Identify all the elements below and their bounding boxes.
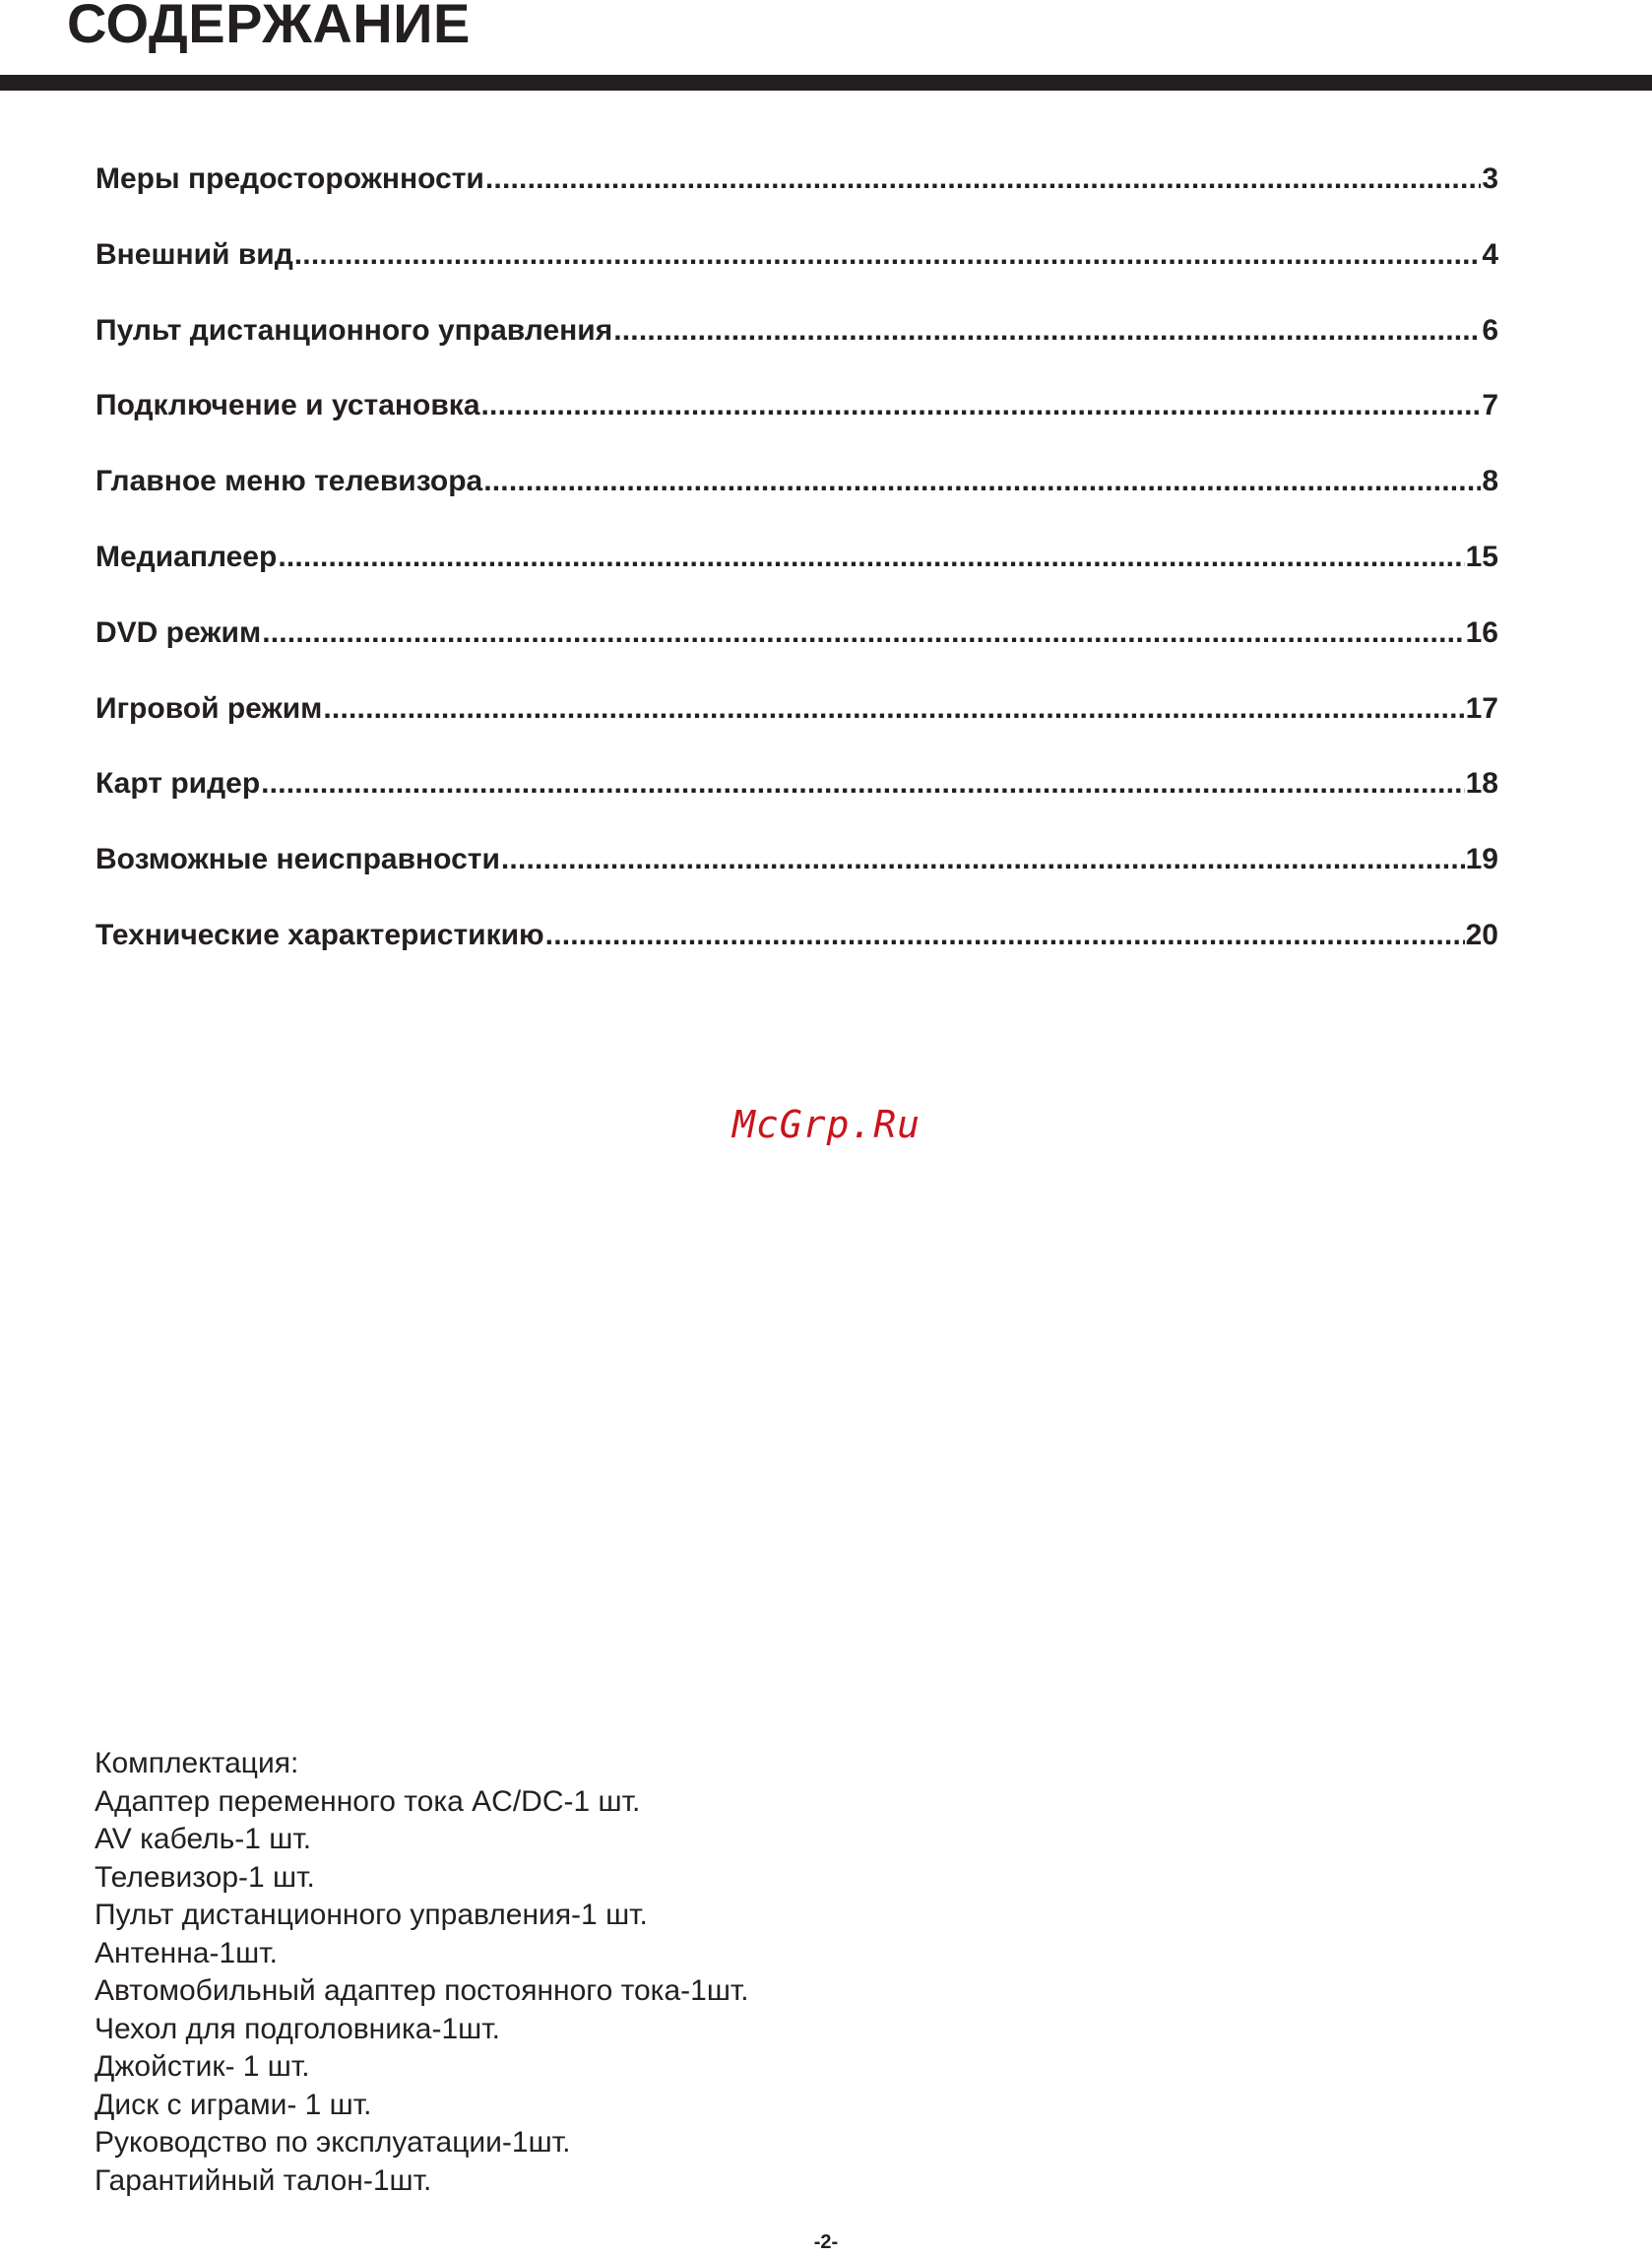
package-item: Антенна-1шт. [95,1936,278,1969]
package-item: Адаптер переменного тока AC/DC-1 шт. [95,1784,641,1818]
toc-entry-media-player[interactable] [95,534,1498,610]
toc-entry-page: 20 [1465,918,1498,951]
toc-entry-label: Медиаплеер [95,540,278,573]
table-of-contents [95,156,1498,988]
toc-dot-leader [323,685,1464,733]
toc-entry-page: 3 [1482,162,1498,195]
package-item: Пульт дистанционного управления-1 шт. [95,1899,648,1931]
toc-entry-label: Внешний вид [95,237,293,271]
toc-dot-leader [262,610,1464,657]
toc-dot-leader [294,231,1482,279]
toc-entry-connection[interactable] [95,382,1498,458]
toc-entry-label: Главное меню телевизора [95,465,483,498]
watermark: McGrp.Ru [732,1103,921,1146]
toc-entry-page: 8 [1482,465,1498,498]
toc-entry-safety[interactable] [95,156,1498,231]
toc-entry-specifications[interactable] [95,912,1498,988]
toc-entry-page: 19 [1465,843,1498,876]
toc-entry-main-menu[interactable] [95,458,1498,534]
package-contents [95,1745,749,2200]
package-contents-heading: Комплектация: [95,1747,299,1779]
page-number: -2- [813,2231,839,2253]
toc-entry-appearance[interactable] [95,231,1498,307]
toc-dot-leader [613,307,1481,355]
toc-entry-label: Карт ридер [95,767,261,801]
toc-entry-remote-control[interactable] [95,307,1498,383]
toc-entry-page: 17 [1465,691,1498,725]
toc-entry-label: Игровой режим [95,691,323,725]
toc-dot-leader [545,912,1465,959]
toc-dot-leader [501,836,1465,883]
package-item: Диск с играми- 1 шт. [95,2088,372,2121]
toc-entry-label: Технические характеристикию [95,918,544,951]
package-item: Руководство по эксплуатации-1шт. [95,2126,571,2159]
toc-entry-page: 15 [1465,540,1498,573]
toc-entry-card-reader[interactable] [95,760,1498,836]
package-item: Гарантийный талон-1шт. [95,2163,432,2197]
toc-entry-troubleshooting[interactable] [95,836,1498,912]
toc-dot-leader [481,382,1482,429]
toc-entry-game-mode[interactable] [95,685,1498,761]
toc-entry-dvd-mode[interactable] [95,610,1498,685]
toc-entry-page: 6 [1482,313,1498,347]
toc-dot-leader [278,534,1464,581]
toc-entry-page: 16 [1465,615,1498,649]
toc-entry-page: 4 [1482,237,1498,271]
toc-entry-page: 7 [1482,389,1498,422]
toc-entry-label: DVD режим [95,615,262,649]
toc-entry-page: 18 [1465,767,1498,801]
toc-entry-label: Меры предосторожнности [95,162,484,195]
toc-dot-leader [261,760,1464,807]
package-item: Автомобильный адаптер постоянного тока-1шт. [95,1974,749,2007]
package-item: Джойстик- 1 шт. [95,2050,310,2083]
package-item: Телевизор-1 шт. [95,1860,315,1894]
toc-entry-label: Пульт дистанционного управления [95,313,613,347]
toc-entry-label: Подключение и установка [95,389,480,422]
package-item: AV кабель-1 шт. [95,1823,312,1855]
toc-dot-leader [483,458,1481,505]
toc-entry-label: Возможные неисправности [95,843,500,876]
page-title: СОДЕРЖАНИЕ [67,0,471,54]
toc-dot-leader [485,156,1481,203]
title-rule [0,75,1652,91]
package-item: Чехол для подголовника-1шт. [95,2012,500,2045]
